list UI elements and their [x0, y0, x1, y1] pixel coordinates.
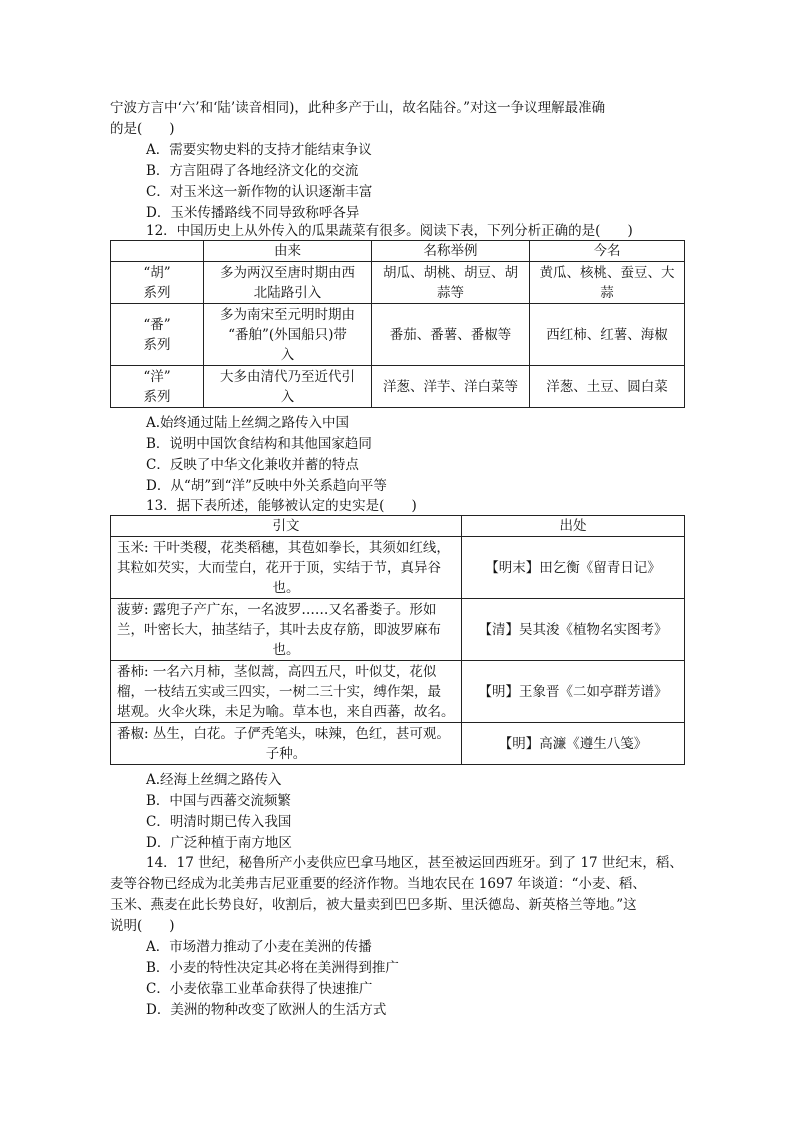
table-header-examples: 名称举例 — [372, 241, 530, 262]
source-cell: 【明】高濂《遵生八笺》 — [462, 723, 685, 765]
quote-cell: 番柿: 一名六月柿，茎似蒿，高四五尺，叶似艾，花似 榴，一枝结五实或三四实，一树二三十实，缚作架，最 堪观。火伞火珠，未足为喻。草本也，来自西蕃，故名。 — [111, 661, 462, 723]
table-header-source: 出处 — [462, 516, 685, 537]
q14-option-b: B．小麦的特性决定其必将在美洲得到推广 — [146, 960, 399, 976]
q14-option-d: D．美洲的物种改变了欧洲人的生活方式 — [146, 1002, 387, 1018]
examples-cell: 胡瓜、胡桃、胡豆、胡 蒜等 — [372, 262, 530, 304]
table-header-row — [111, 516, 685, 537]
intro-line-1: 宁波方言中‘六’和‘陆’读音相同)，此种多产于山，故名陆谷。”对这一争议理解最准确 — [110, 100, 606, 116]
modern-cell: 西红柿、红薯、海椒 — [530, 304, 685, 366]
q12-option-c: C．反映了中华文化兼收并蓄的特点 — [146, 457, 359, 473]
table-row — [111, 599, 685, 661]
historical-quote-table — [110, 515, 685, 765]
q11-option-d: D．玉米传播路线不同导致称呼各异 — [146, 205, 360, 221]
table-row — [111, 366, 685, 408]
origin-cell: 多为南宋至元明时期由 “番舶”(外国船只)带 入 — [204, 304, 372, 366]
table-header-empty — [111, 241, 204, 262]
quote-cell: 菠萝: 露兜子产广东，一名波罗……又名番娄子。形如 兰，叶密长大，抽茎结子，其叶去皮存筋，即波罗麻布 也。 — [111, 599, 462, 661]
q12-option-a: A.始终通过陆上丝绸之路传入中国 — [146, 415, 350, 431]
q13-option-b: B．中国与西蕃交流频繁 — [146, 793, 291, 809]
source-cell: 【明】王象晋《二如亭群芳谱》 — [462, 661, 685, 723]
table-header-origin: 由来 — [204, 241, 372, 262]
q12-option-b: B．说明中国饮食结构和其他国家趋同 — [146, 436, 372, 452]
modern-cell: 洋葱、土豆、圆白菜 — [530, 366, 685, 408]
table-header-quote: 引文 — [111, 516, 462, 537]
modern-cell: 黄瓜、核桃、蚕豆、大 蒜 — [530, 262, 685, 304]
quote-cell: 番椒: 丛生，白花。子俨秃笔头，味辣，色红，甚可观。 子种。 — [111, 723, 462, 765]
q12-stem: 12．中国历史上从外传入的瓜果蔬菜有很多。阅读下表，下列分析正确的是( ) — [146, 223, 633, 239]
q14-option-c: C．小麦依靠工业革命获得了快速推广 — [146, 981, 373, 997]
q14-stem-line-2: 麦等谷物已经成为北美弗吉尼亚重要的经济作物。当地农民在 1697 年谈道：“小麦、稻、 — [110, 876, 646, 892]
source-cell: 【清】吴其浚《植物名实图考》 — [462, 599, 685, 661]
q14-stem-line-4: 说明( ) — [110, 918, 175, 934]
table-header-row — [111, 241, 685, 262]
table-row — [111, 537, 685, 599]
series-cell: “番” 系列 — [111, 304, 204, 366]
source-cell: 【明末】田乞衡《留青日记》 — [462, 537, 685, 599]
series-cell: “胡” 系列 — [111, 262, 204, 304]
q14-stem-line-1: 14．17 世纪，秘鲁所产小麦供应巴拿马地区，甚至被运回西班牙。到了 17 世纪末，稻、 — [146, 855, 683, 871]
quote-cell: 玉米: 干叶类稷，花类稻穗，其苞如拳长，其须如红线， 其粒如芡实，大而莹白，花开于顶，实结于节，真异谷 也。 — [111, 537, 462, 599]
q13-option-d: D．广泛种植于南方地区 — [146, 835, 292, 851]
table-row — [111, 661, 685, 723]
origin-cell: 多为两汉至唐时期由西 北陆路引入 — [204, 262, 372, 304]
series-cell: “洋” 系列 — [111, 366, 204, 408]
q11-option-b: B．方言阻碍了各地经济文化的交流 — [146, 163, 359, 179]
vegetable-origin-table — [110, 240, 685, 408]
table-row — [111, 262, 685, 304]
q13-option-c: C．明清时期已传入我国 — [146, 814, 292, 830]
examples-cell: 洋葱、洋芋、洋白菜等 — [372, 366, 530, 408]
q13-option-a: A.经海上丝绸之路传入 — [146, 772, 282, 788]
q11-option-a: A．需要实物史料的支持才能结束争议 — [146, 142, 372, 158]
table-row — [111, 304, 685, 366]
origin-cell: 大多由清代乃至近代引 入 — [204, 366, 372, 408]
intro-line-2: 的是( ) — [110, 121, 175, 137]
q12-option-d: D．从“胡”到“洋”反映中外关系趋向平等 — [146, 478, 387, 494]
q14-stem-line-3: 玉米、燕麦在此长势良好，收割后，被大量卖到巴巴多斯、里沃德岛、新英格兰等地。”这 — [110, 897, 637, 913]
q13-stem: 13．据下表所述，能够被认定的史实是( ) — [146, 498, 417, 514]
table-row — [111, 723, 685, 765]
table-header-modern: 今名 — [530, 241, 685, 262]
q14-option-a: A．市场潜力推动了小麦在美洲的传播 — [146, 939, 372, 955]
examples-cell: 番茄、番薯、番椒等 — [372, 304, 530, 366]
q11-option-c: C．对玉米这一新作物的认识逐渐丰富 — [146, 184, 373, 200]
